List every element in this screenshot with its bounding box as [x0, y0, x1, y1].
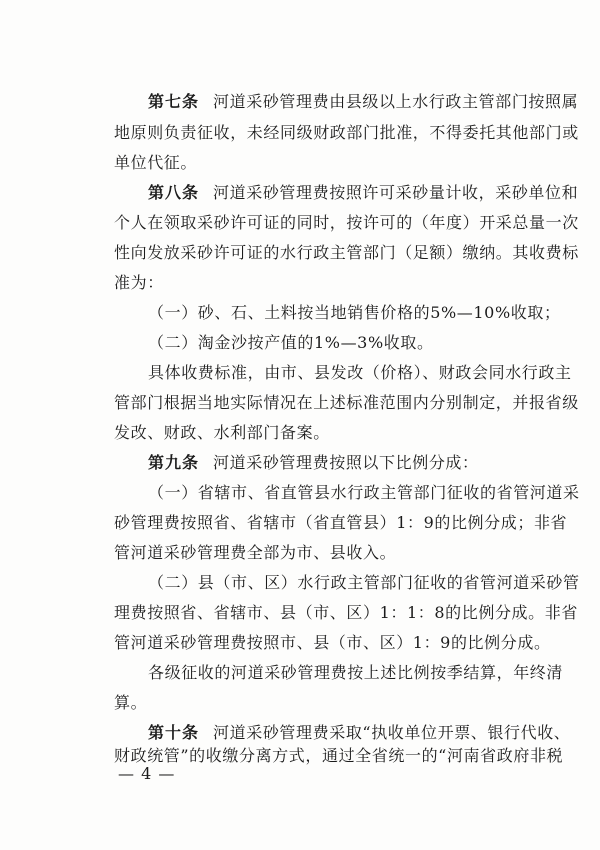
article-9-line-1 — [148, 453, 479, 473]
article-10-line-2: 财政统管”的收缴分离方式，通过全省统一的“河南省政府非税 — [114, 746, 564, 765]
article-10-line-1 — [148, 723, 570, 743]
article-8-line-2: 个人在领取采砂许可证的同时，按许可的（年度）开采总量一次 — [114, 213, 579, 232]
article-8-line-9: 发改、财政、水利部门备案。 — [114, 423, 330, 442]
article-8-text-1: 河道采砂管理费按照许可采砂量计收，采砂单位和 — [213, 183, 579, 202]
article-8-item-1: （一）砂、石、土料按当地销售价格的5%—10%收取； — [148, 303, 561, 322]
article-8-line-7: 具体收费标准，由市、县发改（价格）、财政会同水行政主 — [148, 363, 572, 382]
article-8-line-1 — [148, 183, 578, 203]
article-8-line-4: 准为： — [114, 273, 164, 292]
article-9-line-6: 理费按照省、省辖市、县（市、区）1：1：8的比例分成。非省 — [114, 603, 578, 622]
article-7-line-2: 地原则负责征收，未经同级财政部门批准，不得委托其他部门或 — [114, 123, 579, 142]
article-9-line-3: 砂管理费按照省、省辖市（省直管县）1：9的比例分成；非省 — [114, 513, 568, 532]
article-9-item-2: （二）县（市、区）水行政主管部门征收的省管河道采砂管 — [148, 573, 580, 592]
article-10-label: 第十条 — [148, 723, 200, 742]
page-number: — 4 — — [118, 764, 176, 783]
article-9-line-4: 管河道采砂管理费全部为市、县收入。 — [114, 543, 397, 562]
article-9-line-8: 各级征收的河道采砂管理费按上述比例按季结算，年终清 — [148, 663, 564, 682]
article-7-line-1 — [148, 92, 578, 112]
article-8-line-8: 管部门根据当地实际情况在上述标准范围内分别制定，并报省级 — [114, 393, 579, 412]
article-7-line-3: 单位代征。 — [114, 153, 198, 172]
article-8-item-2: （二）淘金沙按产值的1%—3%收取。 — [148, 333, 434, 352]
article-7-label: 第七条 — [148, 92, 200, 111]
article-10-text-1: 河道采砂管理费采取“执收单位开票、银行代收、 — [213, 723, 571, 742]
article-9-label: 第九条 — [148, 453, 200, 472]
article-9-line-9: 算。 — [114, 693, 148, 712]
article-7-text-1: 河道采砂管理费由县级以上水行政主管部门按照属 — [213, 92, 579, 111]
article-9-line-7: 管河道采砂管理费按照市、县（市、区）1：9的比例分成。 — [114, 633, 551, 652]
article-8-line-3: 性向发放采砂许可证的水行政主管部门（足额）缴纳。其收费标 — [114, 243, 579, 262]
article-8-label: 第八条 — [148, 183, 200, 202]
article-9-text-1: 河道采砂管理费按照以下比例分成： — [213, 453, 479, 472]
article-9-item-1: （一）省辖市、省直管县水行政主管部门征收的省管河道采 — [148, 483, 580, 502]
